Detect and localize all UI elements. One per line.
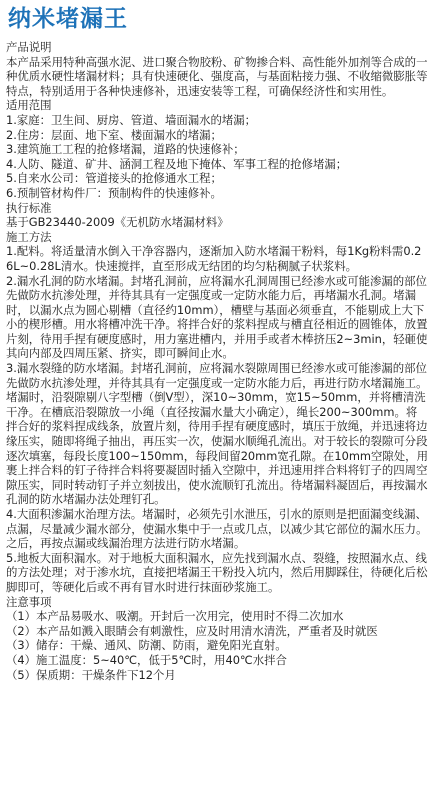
list-item: （3）储存：干燥、通风、防潮、防雨，避免阳光直射。 [6, 638, 287, 653]
list-item: 3.建筑施工工程的抢修堵漏，道路的快速修补； [6, 142, 245, 157]
list-item: 6.预制管材构件厂：预制构件的快速修补。 [6, 185, 222, 200]
paragraph: 1.配料。将适量清水倒入干净容器内，逐渐加入防水堵漏干粉料，每1Kg粉料需0.26L~0.28L清水。快速搅拌，直至形成无结团的均匀粘稠腻子状浆料。 [6, 244, 422, 273]
list-item: （1）本产品易吸水、吸潮。开封后一次用完，使用时不得二次加水 [6, 609, 344, 624]
paragraph: 基于GB23440-2009《无机防水堵漏材料》 [6, 215, 229, 230]
list-item: 1.家庭：卫生间、厨房、管道、墙面漏水的堵漏； [6, 112, 257, 127]
section-heading: 产品说明 [6, 40, 52, 54]
section-heading: 执行标准 [6, 200, 52, 215]
list-item: 4.人防、隧道、矿井、涵洞工程及地下掩体、军事工程的抢修堵漏； [6, 156, 348, 171]
paragraph: 2.漏水孔洞的防水堵漏。封堵孔洞前，应将漏水孔洞周围已经渗水或可能渗漏的部位先做防水抗渗处理，并待其具有一定强度或一定防水能力后，再堵漏水孔洞。堵漏时，以漏水点为圆心剔槽（直径约10mm），槽壁与基面必须垂直，不能剔成上大下小的楔形槽。用水将槽冲洗干净。将拌合好的浆料捏成与槽直径相近的圆锥体，放置片刻，待用手捏有硬度感时，用力塞进槽内，并用手或者木棒挤压2~3min，轻砸使其向内部及四周压紧、挤实，即可瞬间止水。 [6, 273, 428, 361]
page-title: 纳米堵漏王 [8, 6, 128, 32]
paragraph: 4.大面积渗漏水治理方法。堵漏时，必须先引水泄压，引水的原则是把面漏变线漏、点漏，尽量减少漏水部分，使漏水集中于一点或几点，以减少其它部位的漏水压力。之后，再按点漏或线漏治理方法进行防水堵漏。 [6, 507, 428, 551]
list-item: 5.自来水公司：管道接头的抢修通水工程； [6, 171, 222, 186]
paragraph: 本产品采用特种高强水泥、进口聚合物胶粉、矿物掺合料、高性能外加剂等合成的一种优质水硬性堵漏材料；具有快速硬化、强度高，与基面粘接力强、不收缩微膨胀等特点，特别适用于各种快速修补，迅速安装等工程，可确保经济性和实用性。 [6, 54, 428, 98]
list-item: （2）本产品如溅入眼睛会有刺激性，应及时用清水清洗，严重者及时就医 [6, 623, 378, 638]
product-description [6, 40, 428, 682]
paragraph: 5.地板大面积漏水。对于地板大面积漏水，应先找到漏水点、裂缝，按照漏水点、线的方法处理；对于渗水坑，直接把堵漏王干粉投入坑内，然后用脚踩住，待硬化后松脚即可，等硬化后或不再有冒水时进行抹面砂浆施工。 [6, 550, 428, 594]
list-item: （4）施工温度：5~40℃，低于5℃时，用40℃水拌合 [6, 652, 287, 667]
section-heading: 施工方法 [6, 229, 52, 244]
section-heading: 注意事项 [6, 594, 52, 609]
list-item: 2.住房：层面、地下室、楼面漏水的堵漏； [6, 127, 222, 142]
paragraph: 3.漏水裂缝的防水堵漏。封堵孔洞前，应将漏水裂隙周围已经渗水或可能渗漏的部位先做防水抗渗处理，并待其具有一定强度或一定防水能力后，再进行防水堵漏施工。堵漏时，沿裂隙剔八字型槽（倒V型），深10~30mm，宽15~50mm，并将槽清洗干净。在槽底沿裂隙放一小绳（直径按漏水量大小确定），绳长200~300mm。将拌合好的浆料捏成线条，放置片刻，待用手捏有硬度感时，填压于放绳，并迅速将边缘压实，随即将绳子抽出，再压实一次，使漏水顺绳孔流出。对于较长的裂隙可分段逐次填塞，每段长度100~150mm，每段间留20mm宽孔隙。在10mm空隙处，用裹上拌合料的钉子待拌合料将要凝固时插入空隙中，并迅速用拌合料将钉子的四周空隙压实，同时转动钉子并立刻拔出，使水流顺钉孔流出。待堵漏料凝固后，再按漏水孔洞的防水堵漏办法处理钉孔。 [6, 361, 428, 507]
list-item: （5）保质期：干燥条件下12个月 [6, 667, 176, 682]
section-heading: 适用范围 [6, 98, 52, 113]
